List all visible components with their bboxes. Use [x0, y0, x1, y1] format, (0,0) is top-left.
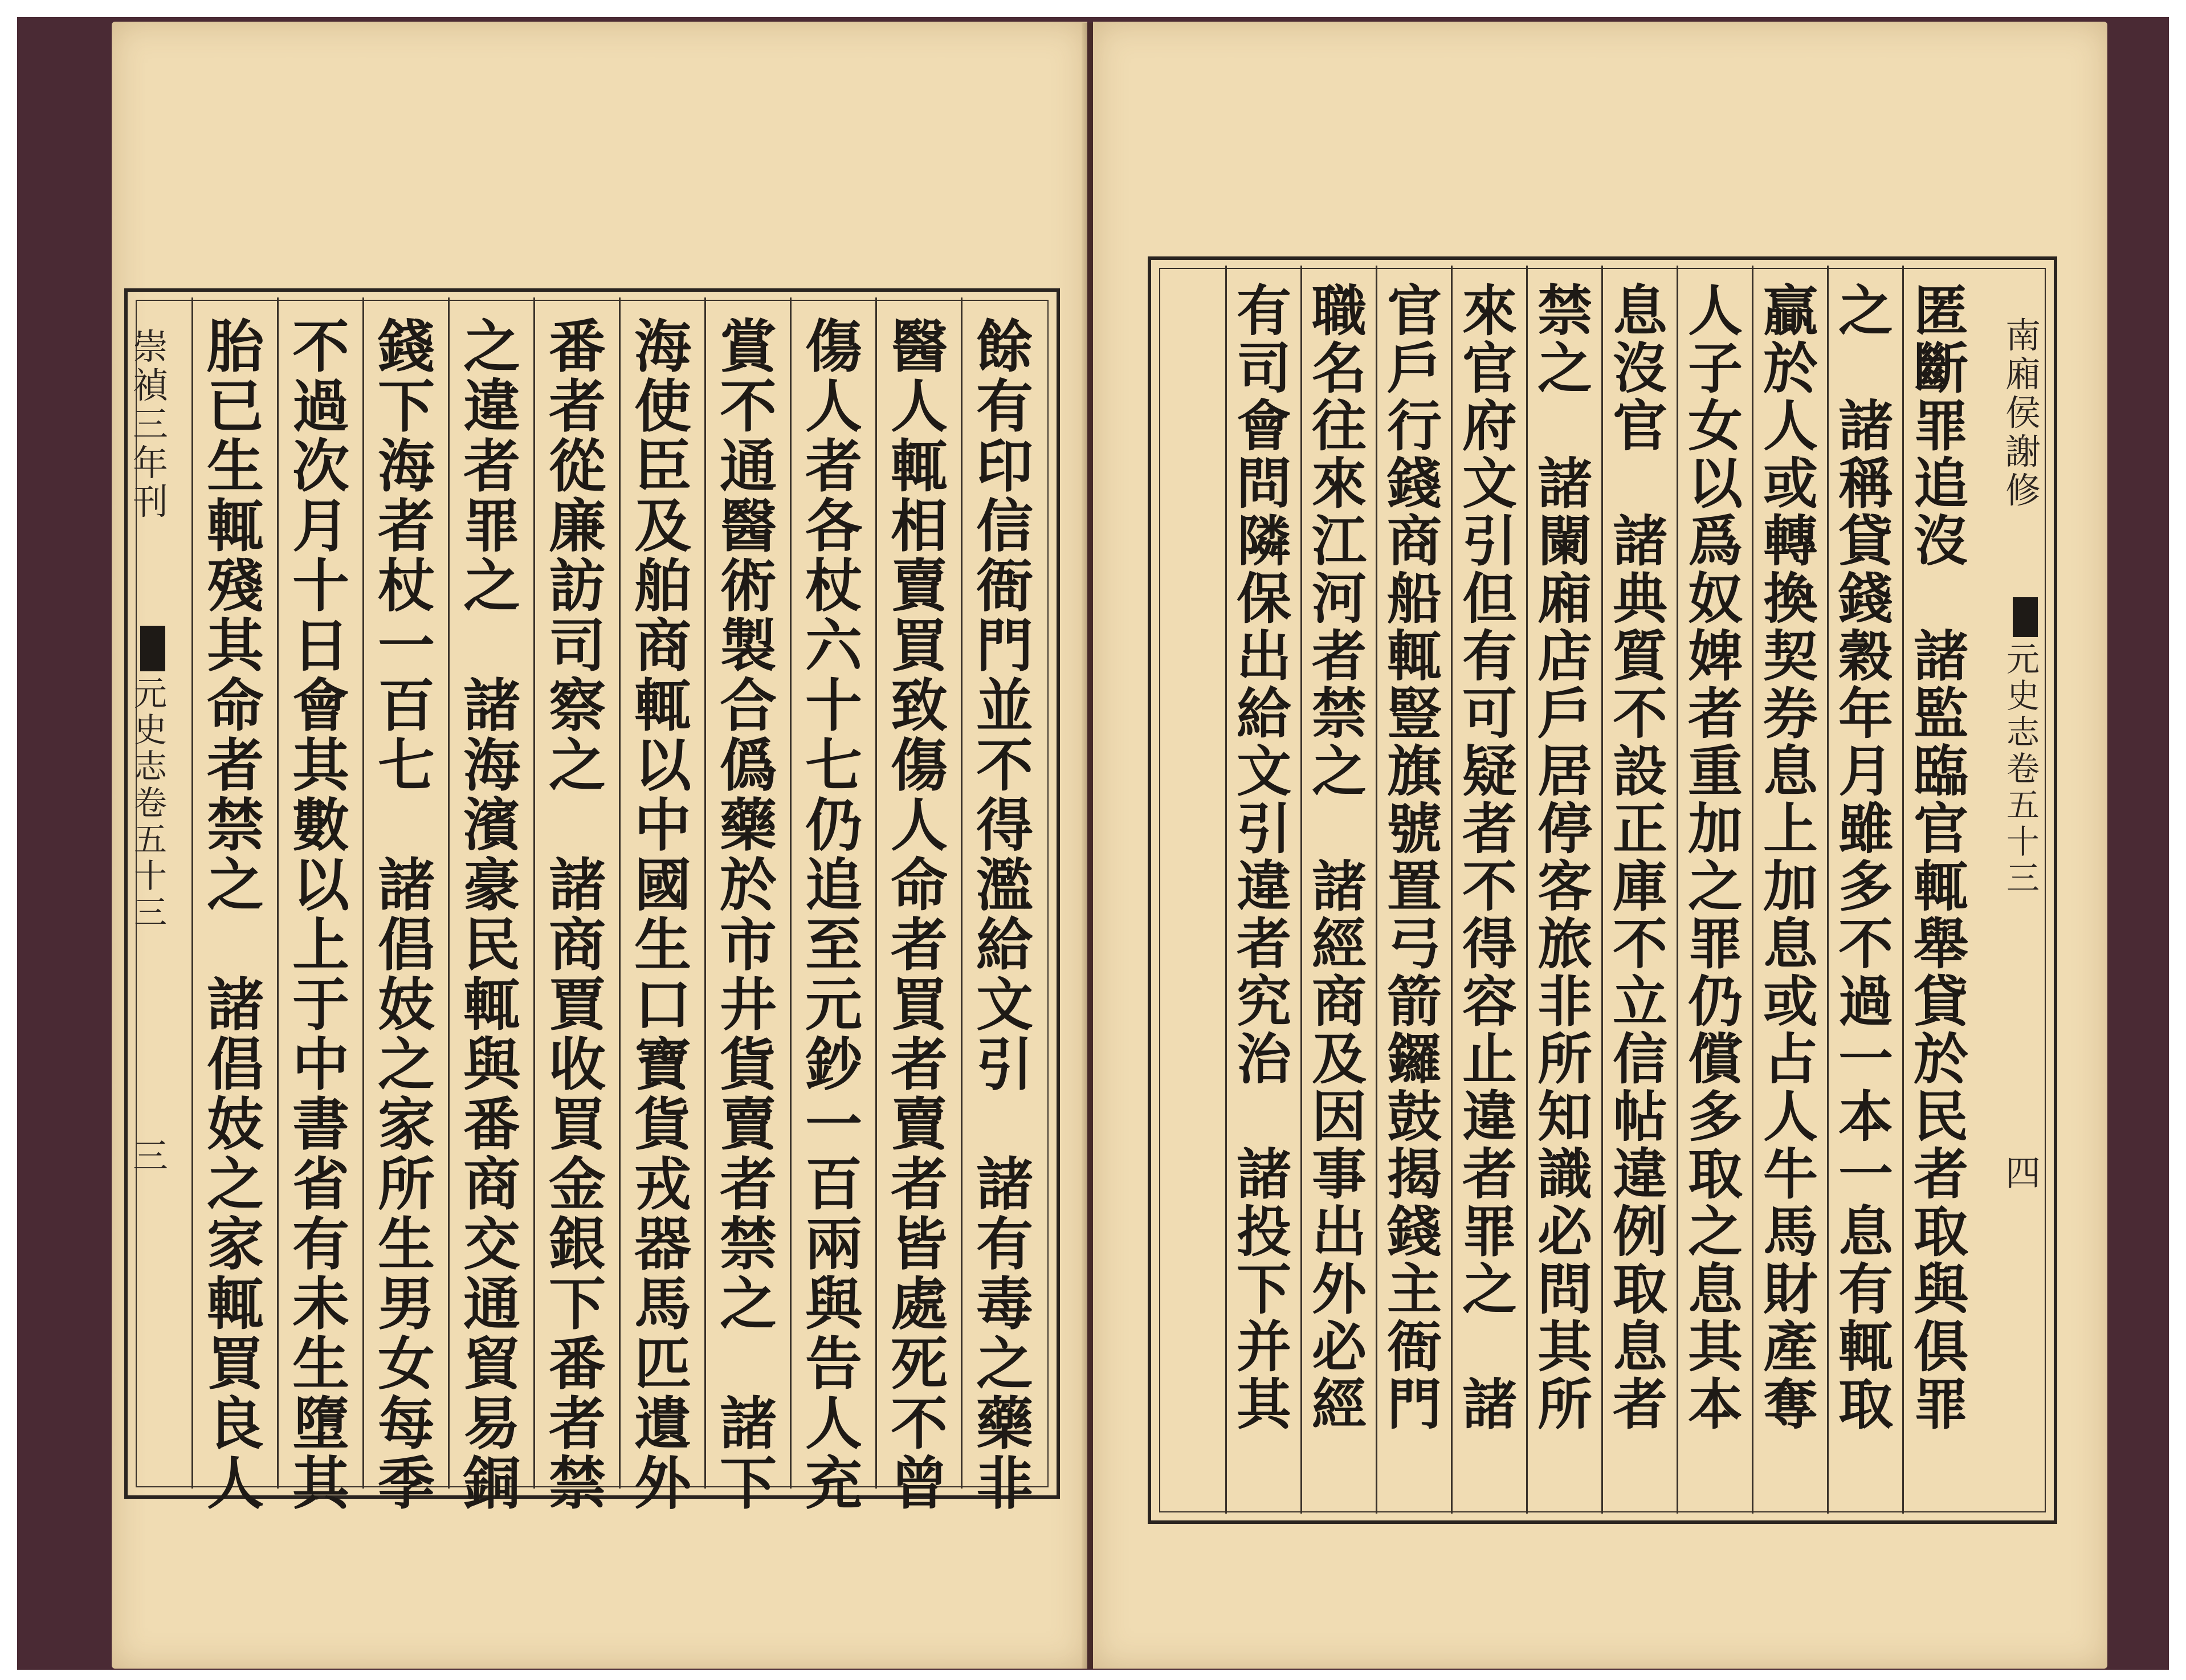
- left-gutter-page-number: 三: [132, 1135, 168, 1177]
- left-page: [112, 22, 1087, 1669]
- right-page-column-9: 職 名 往 來 江 河 者 禁 之 諸 經 商 及 因 事 出 外 必 經: [1312, 279, 1367, 1437]
- left-gutter-black-mark: [140, 626, 165, 671]
- right-page-column-1: 匿 斷 罪 追 沒 諸 監 臨 官 輒 舉 貸 於 民 者 取 與 俱 罪: [1914, 279, 1968, 1437]
- left-gutter-footer: 元 史 志 卷 五 十 三: [133, 674, 167, 932]
- left-page-column-5: 海 使 臣 及 舶 商 輒 以 中 國 生 口 寶 貨 戎 器 馬 匹 遺 外: [634, 313, 691, 1517]
- left-page-column-2: 醫 人 輒 相 賣 買 致 傷 人 命 者 買 者 賣 者 皆 處 死 不 曾: [891, 313, 948, 1517]
- right-page-column-2: 之 諸 稱 貸 錢 穀 年 月 雖 多 不 過 一 本 一 息 有 輒 取: [1838, 279, 1893, 1437]
- left-page-column-6: 番 者 從 廉 訪 司 察 之 諸 商 賈 收 買 金 銀 下 番 者 禁: [549, 313, 606, 1517]
- right-page-column-5: 息 沒 官 諸 典 質 不 設 正 庫 不 立 信 帖 違 例 取 息 者: [1613, 279, 1667, 1437]
- right-page-column-6: 禁 之 諸 闌 廂 店 戶 居 停 客 旅 非 所 知 識 必 問 其 所: [1537, 279, 1592, 1437]
- right-page-column-3: 贏 於 人 或 轉 換 契 券 息 上 加 息 或 占 人 牛 馬 財 產 奪: [1763, 279, 1818, 1437]
- right-page-column-7: 來 官 府 文 引 但 有 可 疑 者 不 得 容 止 違 者 罪 之 諸: [1462, 279, 1517, 1437]
- left-gutter-header: 崇 禎 三 年 刊: [132, 326, 168, 523]
- left-page-column-10: 胎 已 生 輒 殘 其 命 者 禁 之 諸 倡 妓 之 家 輒 買 良 人: [207, 313, 264, 1517]
- right-gutter-header: 南 廂 侯 謝 修: [2005, 315, 2041, 511]
- left-page-column-4: 賞 不 通 醫 術 製 合 僞 藥 於 市 井 貨 賣 者 禁 之 諸 下: [720, 313, 777, 1517]
- left-page-column-7: 之 違 者 罪 之 諸 海 濱 豪 民 輒 與 番 商 交 通 貿 易 銅: [463, 313, 520, 1517]
- left-page-column-8: 錢 下 海 者 杖 一 百 七 諸 倡 妓 之 家 所 生 男 女 每 季: [378, 313, 435, 1517]
- right-gutter-black-mark: [2013, 597, 2038, 637]
- right-page: [1093, 22, 2107, 1669]
- right-gutter-footer: 元 史 志 卷 五 十 三: [2006, 640, 2040, 898]
- right-page-column-8: 官 戶 行 錢 商 船 輒 豎 旗 號 置 弓 箭 鑼 鼓 揭 錢 主 衙 門: [1387, 279, 1442, 1437]
- left-page-column-1: 餘 有 印 信 衙 門 並 不 得 濫 給 文 引 諸 有 毒 之 藥 非: [976, 313, 1033, 1517]
- right-page-column-4: 人 子 女 以 爲 奴 婢 者 重 加 之 罪 仍 償 多 取 之 息 其 本: [1688, 279, 1743, 1437]
- left-page-column-3: 傷 人 者 各 杖 六 十 七 仍 追 至 元 鈔 一 百 兩 與 告 人 充: [805, 313, 862, 1517]
- left-page-column-9: 不 過 次 月 十 日 會 其 數 以 上 于 中 書 省 有 未 生 墮 其: [292, 313, 349, 1517]
- right-page-column-10: 有 司 會 問 隣 保 出 給 文 引 違 者 究 治 諸 投 下 并 其: [1237, 279, 1291, 1437]
- right-gutter-page-number: 四: [2005, 1152, 2041, 1194]
